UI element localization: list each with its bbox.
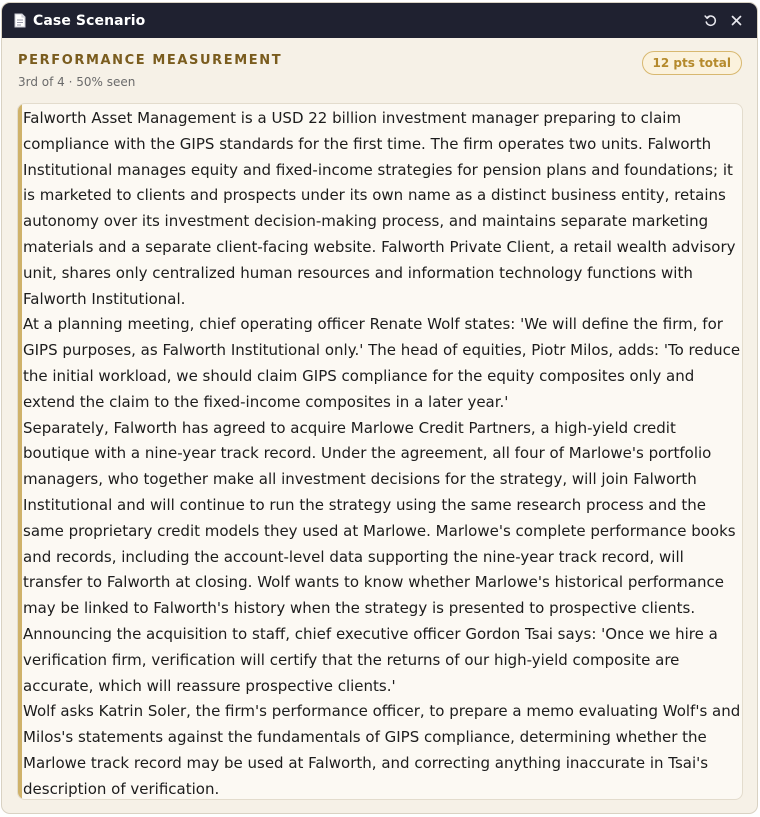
- close-button[interactable]: [725, 10, 747, 32]
- scenario-paragraph: Separately, Falworth has agreed to acquire Marlowe Credit Partners, a high-yield credit boutique with a nine-year track record. Under the agreement, all four of Marlowe's portfolio managers, who together make all investment decisions for the strategy, will join Falworth Institutional and will continue to run the strategy using the same research process and the same proprietary credit models they used at Marlowe. Marlowe's complete performance books and records, including the account-level data supporting the nine-year track record, will transfer to Falworth at closing. Wolf wants to know whether Marlowe's historical performance may be linked to Falworth's history when the strategy is presented to prospective clients.: [23, 418, 736, 618]
- scenario-paragraph: Wolf asks Katrin Soler, the firm's performance officer, to prepare a memo evaluating Wolf's and Milos's statements against the fundamentals of GIPS compliance, determining whether the Marlowe track record may be used at Falworth, and correcting anything inaccurate in Tsai's description of verification.: [23, 702, 741, 798]
- progress-indicator: 3rd of 4 · 50% seen: [18, 75, 136, 89]
- reset-icon: [704, 14, 717, 27]
- points-badge: 12 pts total: [642, 51, 742, 75]
- document-icon: [14, 13, 26, 28]
- scenario-paragraph: At a planning meeting, chief operating officer Renate Wolf states: 'We will define the firm, for GIPS purposes, as Falworth Institutional only.' The head of equities, Piotr Milos, adds: 'To reduce the initial workload, we should claim GIPS compliance for the equity composites only and extend the claim to the fixed-income composites in a later year.': [23, 315, 741, 411]
- scenario-header: [2, 38, 757, 102]
- title-bar: [2, 3, 757, 38]
- case-scenario-window: [1, 2, 758, 814]
- scenario-text-panel: [17, 103, 743, 800]
- reset-button[interactable]: [699, 10, 721, 32]
- scenario-paragraph: Announcing the acquisition to staff, chief executive officer Gordon Tsai says: 'Once we hire a verification firm, verification will certify that the returns of our high-yield composite are accurate, which will reassure prospective clients.': [23, 624, 718, 695]
- window-title: Case Scenario: [33, 12, 146, 29]
- section-title: PERFORMANCE MEASUREMENT: [18, 53, 283, 68]
- scenario-body: [18, 104, 742, 800]
- scenario-paragraph: Falworth Asset Management is a USD 22 billion investment manager preparing to claim compliance with the GIPS standards for the first time. The firm operates two units. Falworth Institutional manages equity and fixed-income strategies for pension plans and foundations; it is marketed to clients and prospects under its own name as a distinct business entity, retains autonomy over its investment decision-making process, and maintains separate marketing materials and a separate client-facing website. Falworth Private Client, a retail wealth advisory unit, shares only centralized human resources and information technology functions with Falworth Institutional.: [23, 109, 736, 308]
- close-icon: [731, 15, 742, 26]
